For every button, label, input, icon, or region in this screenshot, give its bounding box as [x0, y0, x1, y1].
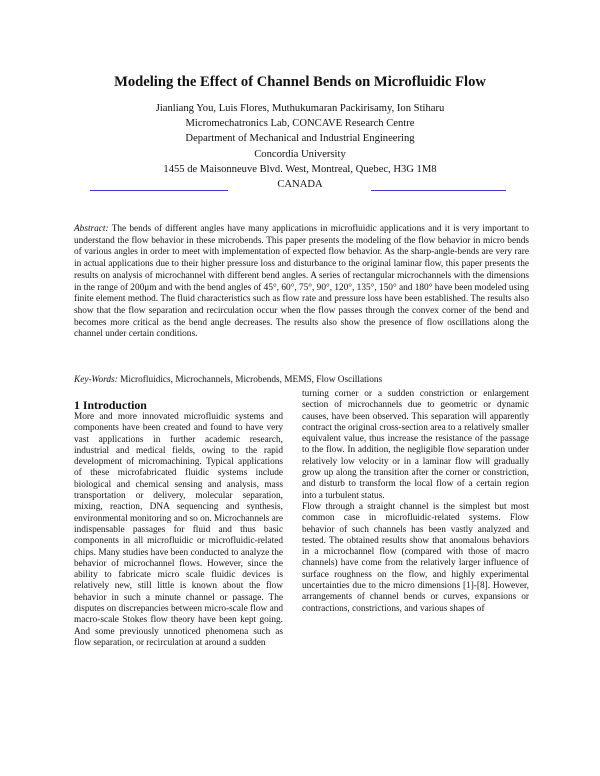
author-names: Jianliang You, Luis Flores, Muthukumaran Packirisamy, Ion Stiharu — [155, 103, 445, 114]
author-block — [0, 101, 600, 192]
keywords-text: Microfluidics, Microchannels, Microbends, MEMS, Flow Oscillations — [120, 375, 383, 385]
paper-title: Modeling the Effect of Channel Bends on Microfluidic Flow — [114, 74, 486, 90]
left-divider-line — [90, 190, 228, 191]
author-department: Department of Mechanical and Industrial Engineering — [185, 133, 415, 145]
author-country: CANADA — [277, 179, 323, 191]
abstract-label: Abstract: — [74, 224, 109, 234]
right-column-paragraph-2: Flow through a straight channel is the simplest but most common case in microfluidic-related systems. Flow behavior of such channels has been vastly analyzed and tested. The obtained results show that anomalous behaviors in a microchannel flow (compared with those of macro channels) have come from the relatively larger influence of surface roughness on the flow, and highly experimental uncertainties due to the micro dimensions [1]-[8]. However, arrangements of channel bends or curves, expansions or contractions, constrictions, and various shapes of — [302, 501, 529, 614]
abstract-text: The bends of different angles have many applications in microfluidic applications and it is very important to understand the flow behavior in these microbends. This paper presents the modeling of the flow behavior in micro bends of various angles in order to meet with implementation of expected flow behavior. As the sharp-angle-bends are very rare in actual applications due to their higher pressure loss and disturbance to the original laminar flow, this paper presents the results on analysis of microchannel with different bend angles. A series of rectangular microchannels with the dimensions in the range of 200μm and with the bend angles of 45°, 60°, 75°, 90°, 120°, 135°, 150° and 180° have been modeled using finite element method. The fluid characteristics such as flow rate and pressure loss have been established. The results also show that the flow separation and recirculation occur when the flow passes through the convex corner of the bend and becomes more critical as the bend angle decreases. The results also show the presence of flow oscillations along the channel under certain conditions. — [74, 224, 529, 340]
author-address: 1455 de Maisonneuve Blvd. West, Montreal, Quebec, H3G 1M8 — [163, 163, 437, 175]
keywords-label: Key-Words: — [74, 375, 118, 385]
author-university: Concordia University — [254, 148, 346, 160]
abstract — [74, 224, 529, 341]
left-column-paragraph: More and more innovated microfluidic systems and components have been created and found to have very vast applications in further academic research, industrial and medical fields, owing to the rapid development of micromachining. Typical applications of these microfabricated fluidic systems include biological and chemical sensing and analysis, mass transportation or delivery, molecular separation, mixing, reaction, DNA sequencing and synthesis, environmental monitoring and so on. Microchannels are indispensable passages for fluid and thus basic components in all microfluidic or microfluidic-related chips. Many studies have been conducted to analyze the behavior of microchannel flows. However, since the ability to fabricate micro scale fluidic devices is relatively new, still little is known about the flow behavior in such a minute channel or passage. The disputes on discrepancies between micro-scale flow and macro-scale Stokes flow theory have been kept going. And some previously unnoticed phenomena such as flow separation, or recirculation at around a sudden — [74, 412, 283, 648]
left-column — [74, 398, 283, 649]
right-divider-line — [371, 190, 506, 191]
section-heading: 1 Introduction — [74, 398, 147, 412]
keywords — [74, 375, 529, 387]
right-column-paragraph-1: turning corner or a sudden constriction or enlargement section of microchannels due to geometric or dynamic causes, have been observed. This separation will apparently contract the original cross-section area to a relatively smaller equivalent value, thus increase the resistance of the passage to the flow. In addition, the negligible flow separation under relatively low velocity or in a laminar flow will gradually grow up along the transition after the corner or constriction, and disturb to transform the local flow of a certain region into a turbulent status. — [302, 389, 529, 501]
right-column — [302, 389, 529, 615]
author-lab: Micromechatronics Lab, CONCAVE Research Centre — [185, 118, 415, 130]
